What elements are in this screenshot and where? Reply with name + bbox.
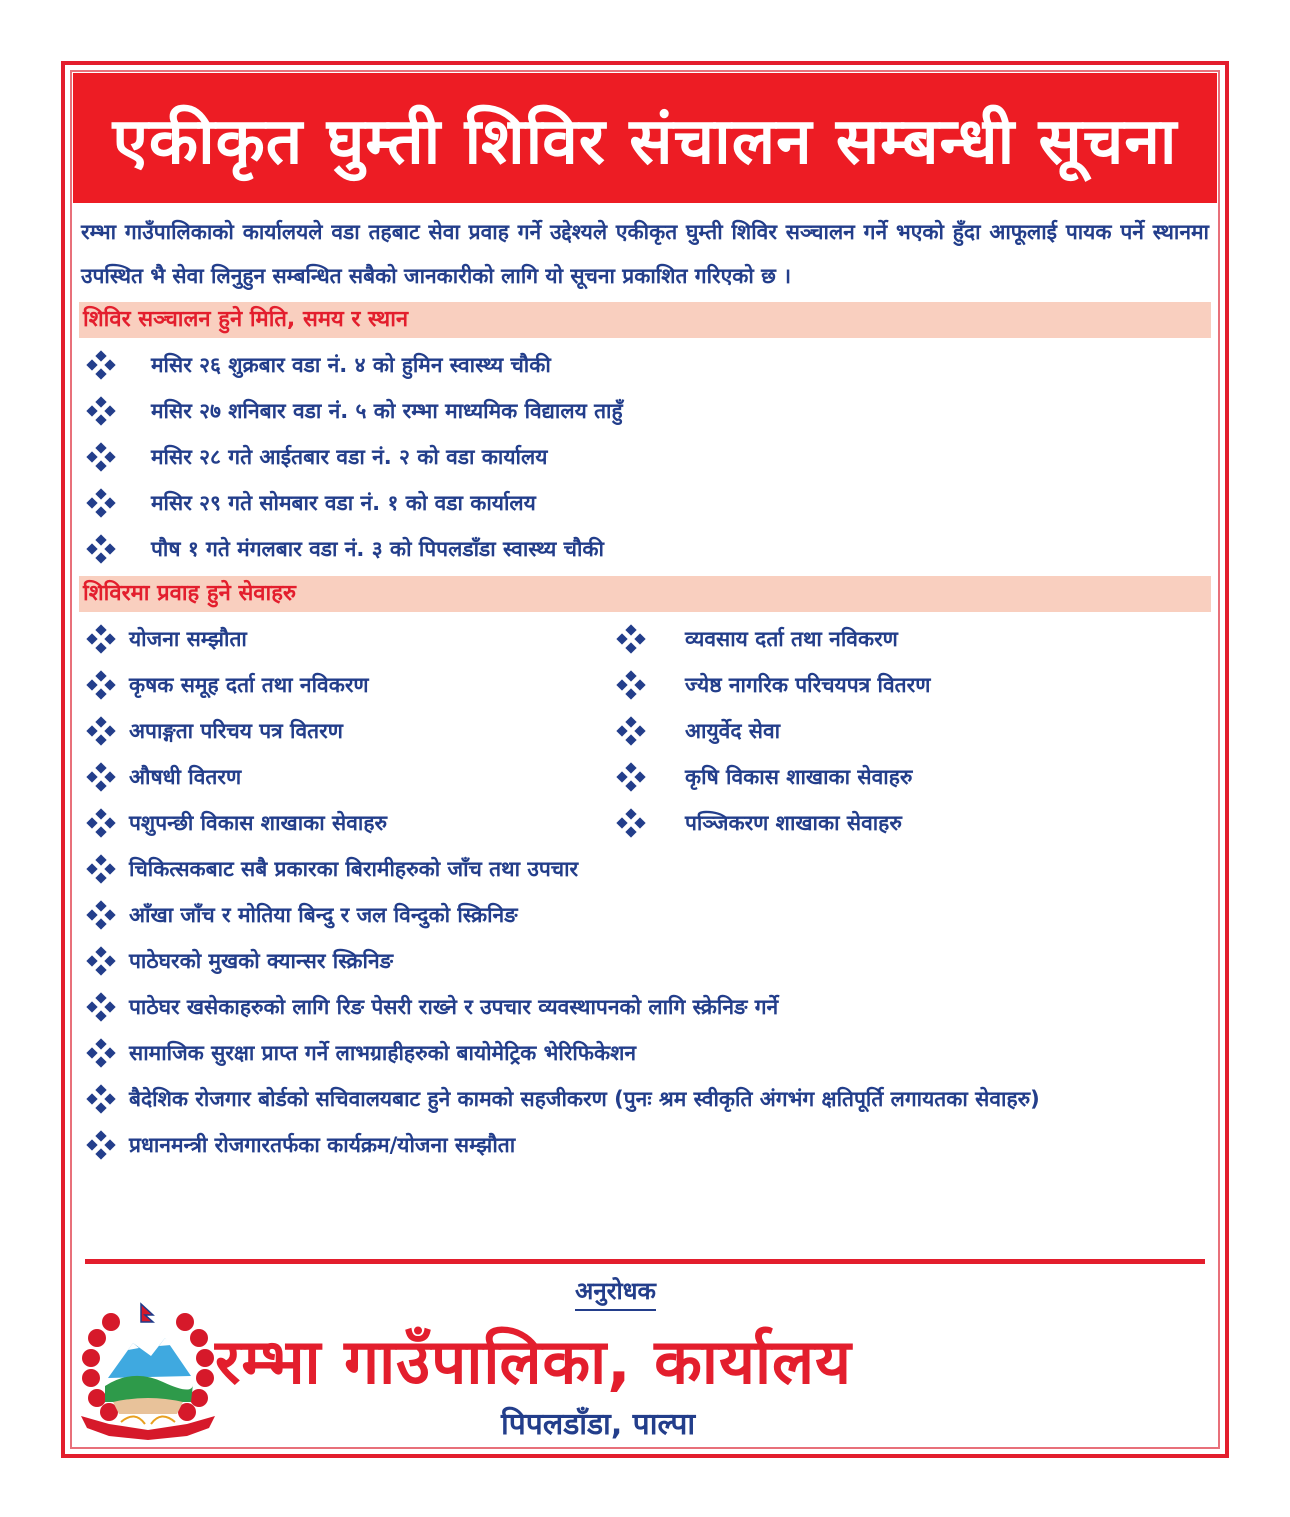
services-two-column [79, 616, 1211, 846]
schedule-item-label: पौष १ गते मंगलबार वडा नं. ३ को पिपलडाँडा स्वास्थ्य चौकी [151, 537, 604, 561]
notice-frame [61, 61, 1229, 1458]
schedule-heading: शिविर सञ्चालन हुने मिति, समय र स्थान [79, 302, 1211, 338]
service-item-label: व्यवसाय दर्ता तथा नविकरण [685, 627, 898, 651]
service-item-label: प्रधानमन्त्री रोजगारतर्फका कार्यक्रम/योजना सम्झौता [129, 1133, 516, 1157]
service-item-label: बैदेशिक रोजगार बोर्डको सचिवालयबाट हुने कामको सहजीकरण (पुनः श्रम स्वीकृति अंगभंग क्षतिपूर्ति लगायतका सेवाहरु) [129, 1087, 1040, 1111]
diamond-bullet-icon [87, 993, 115, 1021]
org-location: पिपलडाँडा, पाल्पा [501, 1407, 696, 1442]
services-heading: शिविरमा प्रवाह हुने सेवाहरु [79, 576, 1211, 612]
service-item [609, 662, 1139, 708]
service-item [609, 616, 1139, 662]
diamond-bullet-icon [87, 1085, 115, 1113]
service-item [609, 754, 1139, 800]
notice-content [79, 210, 1211, 1168]
diamond-bullet-icon [87, 443, 115, 471]
service-item-label: कृषक समूह दर्ता तथा नविकरण [129, 673, 369, 697]
schedule-item [79, 480, 1211, 526]
diamond-bullet-icon [87, 397, 115, 425]
service-item-label: आयुर्वेद सेवा [685, 719, 781, 743]
service-item-label: आँखा जाँच र मोतिया बिन्दु र जल विन्दुको स्क्रिनिङ [129, 903, 518, 927]
services-right-column [609, 616, 1139, 846]
service-item [79, 1030, 1211, 1076]
service-item [609, 800, 1139, 846]
service-item-label: चिकित्सकबाट सबै प्रकारका बिरामीहरुको जाँच तथा उपचार [129, 857, 579, 881]
service-item [79, 616, 609, 662]
service-item-label: पञ्जिकरण शाखाका सेवाहरु [685, 811, 902, 835]
service-item [79, 1076, 1211, 1122]
service-item [79, 892, 1211, 938]
service-item [79, 800, 609, 846]
service-item-label: अपाङ्गता परिचय पत्र वितरण [129, 719, 343, 743]
schedule-item-label: मसिर २६ शुक्रबार वडा नं. ४ को हुमिन स्वास्थ्य चौकी [151, 353, 551, 377]
service-item [79, 662, 609, 708]
schedule-item-label: मसिर २९ गते सोमबार वडा नं. १ को वडा कार्यालय [151, 491, 536, 515]
service-item-label: पाठेघर खसेकाहरुको लागि रिङ पेसरी राख्ने र उपचार व्यवस्थापनको लागि स्क्रेनिङ गर्ने [129, 995, 779, 1019]
diamond-bullet-icon [617, 717, 645, 745]
service-item [79, 754, 609, 800]
service-item-label: सामाजिक सुरक्षा प्राप्त गर्ने लाभग्राहीहरुको बायोमेट्रिक भेरिफिकेशन [129, 1041, 637, 1065]
diamond-bullet-icon [617, 809, 645, 837]
intro-paragraph: रम्भा गाउँपालिकाको कार्यालयले वडा तहबाट सेवा प्रवाह गर्ने उद्देश्यले एकीकृत घुम्ती शिविर सञ्चालन गर्ने भएको हुँदा आफूलाई पायक पर्ने स्थानमा उपस्थित भै सेवा लिनुहुन सम्बन्धित सबैको जानकारीको लागि यो सूचना प्रकाशित गरिएको छ । [81, 220, 1209, 288]
diamond-bullet-icon [87, 535, 115, 563]
org-name: रम्भा गाउँपालिका, कार्यालय [215, 1325, 852, 1398]
diamond-bullet-icon [87, 947, 115, 975]
schedule-list [79, 342, 1211, 572]
service-item [79, 984, 1211, 1030]
notice-title: एकीकृत घुम्ती शिविर संचालन सम्बन्धी सूचना [112, 104, 1178, 179]
nepal-emblem-icon [73, 1298, 223, 1448]
service-item-label: पशुपन्छी विकास शाखाका सेवाहरु [129, 811, 388, 835]
diamond-bullet-icon [87, 809, 115, 837]
diamond-bullet-icon [617, 671, 645, 699]
services-left-column [79, 616, 609, 846]
schedule-item-label: मसिर २७ शनिबार वडा नं. ५ को रम्भा माध्यमिक विद्यालय ताहुँ [151, 399, 623, 423]
service-item [79, 846, 1211, 892]
diamond-bullet-icon [617, 625, 645, 653]
schedule-item [79, 388, 1211, 434]
notice-footer [65, 1268, 1225, 1448]
schedule-item-label: मसिर २८ गते आईतबार वडा नं. २ को वडा कार्यालय [151, 445, 548, 469]
service-item [609, 708, 1139, 754]
service-item-label: कृषि विकास शाखाका सेवाहरु [685, 765, 913, 789]
service-item-label: योजना सम्झौता [129, 627, 247, 651]
requester-label: अनुरोधक [575, 1274, 656, 1311]
diamond-bullet-icon [87, 351, 115, 379]
diamond-bullet-icon [87, 489, 115, 517]
diamond-bullet-icon [87, 1039, 115, 1067]
service-item-label: पाठेघरको मुखको क्यान्सर स्क्रिनिङ [129, 949, 393, 973]
footer-divider [85, 1259, 1205, 1264]
service-item [79, 1122, 1211, 1168]
service-item [79, 708, 609, 754]
service-item-label: ज्येष्ठ नागरिक परिचयपत्र वितरण [685, 673, 931, 697]
diamond-bullet-icon [87, 763, 115, 791]
schedule-item [79, 342, 1211, 388]
schedule-item [79, 434, 1211, 480]
diamond-bullet-icon [87, 855, 115, 883]
title-banner [73, 73, 1217, 203]
diamond-bullet-icon [87, 717, 115, 745]
diamond-bullet-icon [87, 901, 115, 929]
diamond-bullet-icon [617, 763, 645, 791]
service-item [79, 938, 1211, 984]
services-list [79, 616, 1211, 1168]
diamond-bullet-icon [87, 625, 115, 653]
schedule-item [79, 526, 1211, 572]
diamond-bullet-icon [87, 671, 115, 699]
diamond-bullet-icon [87, 1131, 115, 1159]
service-item-label: औषधी वितरण [129, 765, 242, 789]
